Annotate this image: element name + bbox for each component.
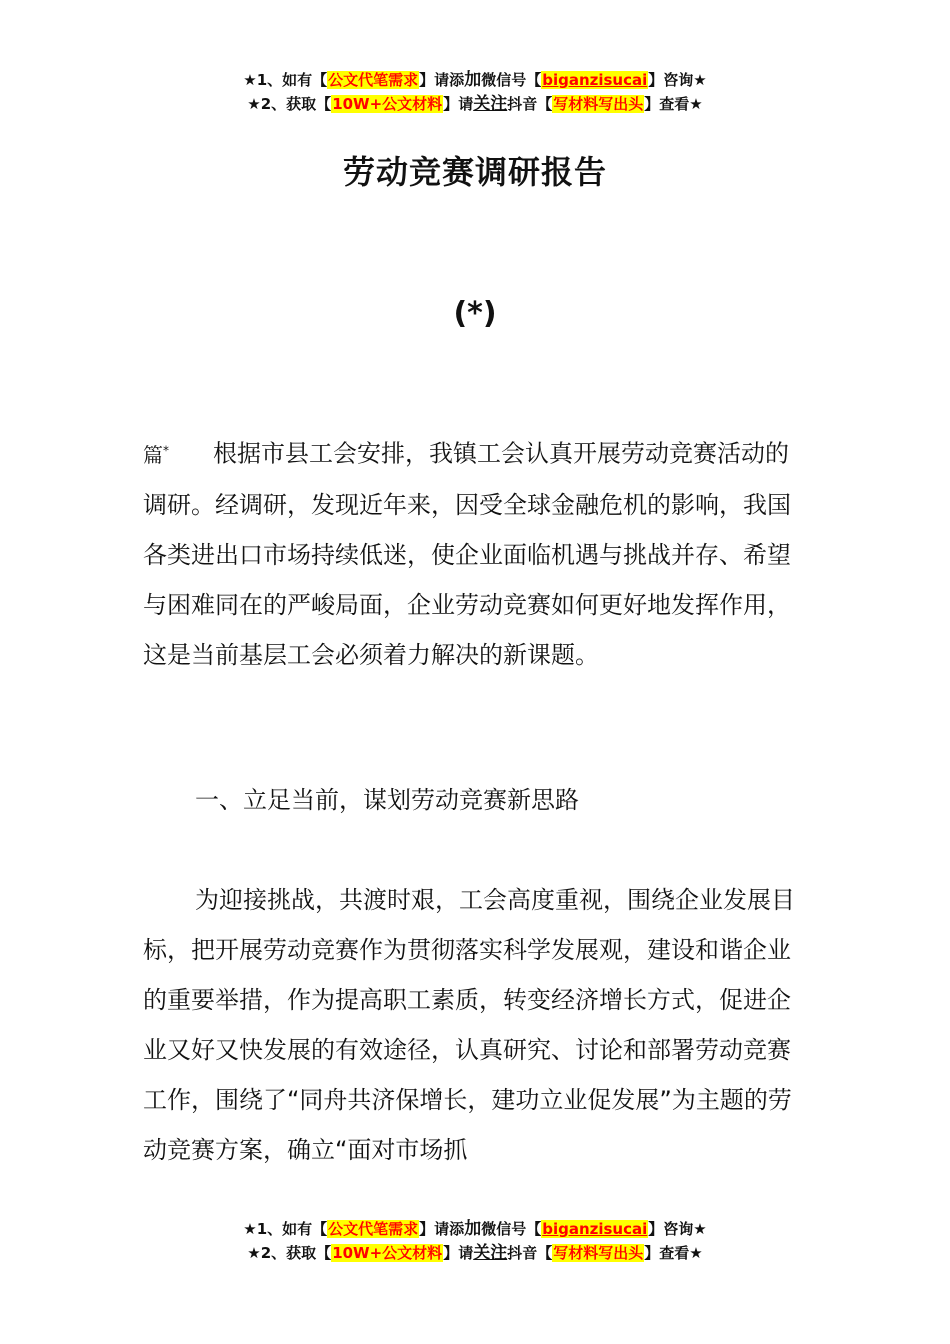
section-heading-1-text: 一、立足当前，谋划劳动竞赛新思路 (195, 786, 579, 814)
section-tag-sup: * (163, 443, 169, 457)
star-icon: ★ (243, 1220, 257, 1238)
banner-text: 】咨询★ (648, 1220, 707, 1238)
banner-text: 】请 (443, 1244, 474, 1262)
banner-line-2 (0, 92, 950, 116)
banner-emphasis: 加 (464, 70, 482, 90)
banner-emphasis: 关注 (473, 94, 508, 114)
document-marker: (*) (453, 296, 497, 331)
wechat-id-link[interactable]: biganzisucai (542, 1220, 648, 1238)
paragraph-intro (143, 425, 807, 680)
highlight-materials: 10W+公文材料 (332, 95, 443, 113)
banner-text: 微信号【 (481, 1220, 542, 1238)
document-title: 劳动竞赛调研报告 (342, 153, 607, 191)
banner-text: 】咨询★ (648, 71, 707, 89)
douyin-account-highlight: 写材料写出头 (553, 95, 644, 113)
section-tag (143, 443, 169, 467)
header-banner (0, 68, 950, 116)
highlight-materials: 10W+公文材料 (332, 1244, 443, 1262)
wechat-id-link[interactable]: biganzisucai (542, 71, 648, 89)
banner-text: 】查看★ (644, 95, 703, 113)
paragraph-intro-text: 根据市县工会安排，我镇工会认真开展劳动竞赛活动的调研。经调研，发现近年来，因受全球金融危机的影响，我国各类进出口市场持续低迷，使企业面临机遇与挑战并存、希望与困难同在的严峻局面，企业劳动竞赛如何更好地发挥作用，这是当前基层工会必须着力解决的新课题。 (143, 439, 791, 669)
banner-text: 抖音【 (507, 95, 553, 113)
banner-text: 】请 (443, 95, 474, 113)
banner-emphasis: 加 (464, 1219, 482, 1239)
banner-text: 】请添 (419, 1220, 465, 1238)
highlight-service: 公文代笔需求 (328, 1220, 419, 1238)
banner-text: 2、获取【 (260, 1244, 332, 1262)
section-heading-1 (143, 775, 807, 825)
banner-text: 1、如有【 (256, 1220, 328, 1238)
banner-line-1 (0, 68, 950, 92)
star-icon: ★ (247, 1244, 261, 1262)
banner-line-1 (0, 1217, 950, 1241)
banner-text: 】查看★ (644, 1244, 703, 1262)
banner-text: 2、获取【 (260, 95, 332, 113)
banner-text: 抖音【 (507, 1244, 553, 1262)
banner-text: 微信号【 (481, 71, 542, 89)
star-icon: ★ (247, 95, 261, 113)
paragraph-section-1-text: 为迎接挑战，共渡时艰，工会高度重视，围绕企业发展目标，把开展劳动竞赛作为贯彻落实科学发展观，建设和谐企业的重要举措，作为提高职工素质，转变经济增长方式，促进企业又好又快发展的有效途径，认真研究、讨论和部署劳动竞赛工作，围绕了“同舟共济保增长，建功立业促发展”为主题的劳动竞赛方案，确立“面对市场抓 (143, 886, 795, 1164)
banner-emphasis: 关注 (473, 1243, 508, 1263)
paragraph-section-1 (143, 875, 807, 1175)
banner-line-2 (0, 1241, 950, 1265)
banner-text: 1、如有【 (256, 71, 328, 89)
banner-text: 】请添 (419, 71, 465, 89)
footer-banner (0, 1217, 950, 1265)
star-icon: ★ (243, 71, 257, 89)
section-tag-text: 篇 (143, 442, 163, 467)
douyin-account-highlight: 写材料写出头 (553, 1244, 644, 1262)
highlight-service: 公文代笔需求 (328, 71, 419, 89)
